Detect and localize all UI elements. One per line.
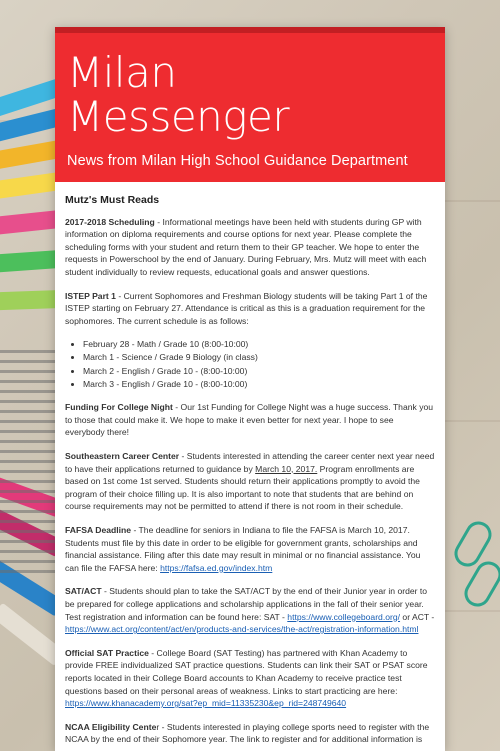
wood-grain — [445, 200, 500, 202]
istep-body: - Current Sophomores and Freshman Biology students will be taking Part 1 of the ISTEP starting on February 27. Attendance is critical as this is a graduation requirement for the sophomores. The current schedule is as follows: — [65, 290, 428, 326]
satact-body-1: - Students should plan to take the SAT/ACT by the end of their Junior year in order to be prepared for college applications and scholarship applications in the fall of their senior year. Test registration and information can be found here: SAT - — [65, 586, 428, 622]
list-item: • March 3 - English / Grade 10 - (8:00-10:00) — [83, 378, 435, 391]
title-line-2: Messenger — [67, 92, 290, 141]
newsletter-header — [55, 27, 445, 182]
fafsa-paragraph — [65, 524, 435, 574]
newsletter-card — [55, 27, 445, 751]
ncaa-lead: NCAA Eligibility Cente — [65, 721, 157, 732]
satact-body-2: or ACT - — [400, 611, 435, 622]
satact-lead: SAT/ACT — [65, 586, 102, 597]
funding-paragraph — [65, 401, 435, 439]
wood-grain — [445, 610, 500, 612]
newsletter-content — [55, 182, 445, 746]
title-line-1: Milan — [67, 48, 177, 97]
career-body-2: Program enrollments are based on 1st come 1st served. Students should return their applications promptly to avoid the program of their choice filling up. It is also important to note that students that are behind on course requirements may not be permitted to attend if there is not room in their schedule. — [65, 463, 420, 512]
funding-body: - Our 1st Funding for College Night was a huge success. Thank you to those that could make it. We hope to make it even better for next year. I hope to see everybody there! — [65, 402, 434, 438]
newsletter-title — [67, 48, 433, 141]
scheduling-body: - Informational meetings have been held with students during GP with information on diploma requirements and course options for next year. Please complete the scheduling forms with your student and return them to their GP teacher. We hope to enter the requests in Powerschool by the end of January. During February, Mrs. Mutz will meet with each student individually to review requests, educational goals and answer questions. — [65, 216, 427, 277]
fafsa-body: - The deadline for seniors in Indiana to file the FAFSA is March 10, 2017. Students must file by this date in order to be eligible for government grants, scholarships and financial assistance. Filing after this date may result in minimal or no financial assistance. You can file the FAFSA here: — [65, 524, 421, 573]
section-heading: Mutz's Must Reads — [65, 194, 160, 206]
scheduling-paragraph — [65, 216, 435, 279]
list-item: • March 2 - English / Grade 10 - (8:00-10:00) — [83, 365, 435, 378]
career-paragraph — [65, 450, 435, 513]
pencil-green — [0, 290, 60, 311]
ncaa-paragraph — [65, 721, 435, 746]
career-body-1: - Students interested in attending the career center next year need to have their applications returned to guidance by — [65, 451, 435, 474]
career-deadline-date: March 10, 2017. — [255, 463, 318, 474]
notebook-spiral — [0, 350, 60, 580]
istep-paragraph — [65, 290, 435, 328]
newsletter-subtitle: News from Milan High School Guidance Department — [67, 153, 408, 169]
scheduling-lead: 2017-2018 Scheduling — [65, 216, 155, 227]
pencil-pink — [0, 210, 61, 236]
career-lead: Southeastern Career Center — [65, 451, 180, 461]
official-sat-body: - College Board (SAT Testing) has partnered with Khan Academy to provide FREE individualized SAT practice questions. Students can link their SAT or PSAT score reports located in their College Board accounts to Khan Academy to receive practice test questions based on their personal areas of weakness. Links to start practicing are here: — [65, 647, 428, 696]
istep-schedule-list — [65, 338, 435, 390]
satact-paragraph — [65, 585, 435, 635]
pencil-blue — [0, 108, 62, 145]
ncaa-body: r - Students interested in playing college sports need to register with the NCAA by the end of their Sophomore year. The link to register and for additional information is — [65, 721, 430, 745]
official-sat-lead: Official SAT Practice — [65, 647, 149, 658]
official-sat-paragraph — [65, 647, 435, 710]
list-item: • February 28 - Math / Grade 10 (8:00-10:00) — [83, 338, 435, 351]
act-registration-link[interactable]: https://www.act.org/content/act/en/products-and-services/the-act/registration-information.html — [65, 624, 419, 635]
khan-academy-link[interactable]: https://www.khanacademy.org/sat?ep_mid=11335230&ep_rid=248749640 — [65, 698, 347, 709]
wood-grain — [445, 420, 500, 422]
fafsa-link[interactable]: https://fafsa.ed.gov/index.htm — [160, 562, 273, 573]
pencil-yellow — [0, 140, 62, 172]
list-item: • March 1 - Science / Grade 9 Biology (in class) — [83, 351, 435, 364]
pencil-yellow — [0, 172, 61, 201]
collegeboard-link[interactable]: https://www.collegeboard.org/ — [287, 611, 401, 622]
funding-lead: Funding For College Night — [65, 402, 173, 413]
pencil-green — [0, 250, 61, 274]
fafsa-lead: FAFSA Deadline — [65, 524, 132, 535]
istep-lead: ISTEP Part 1 — [65, 290, 116, 301]
